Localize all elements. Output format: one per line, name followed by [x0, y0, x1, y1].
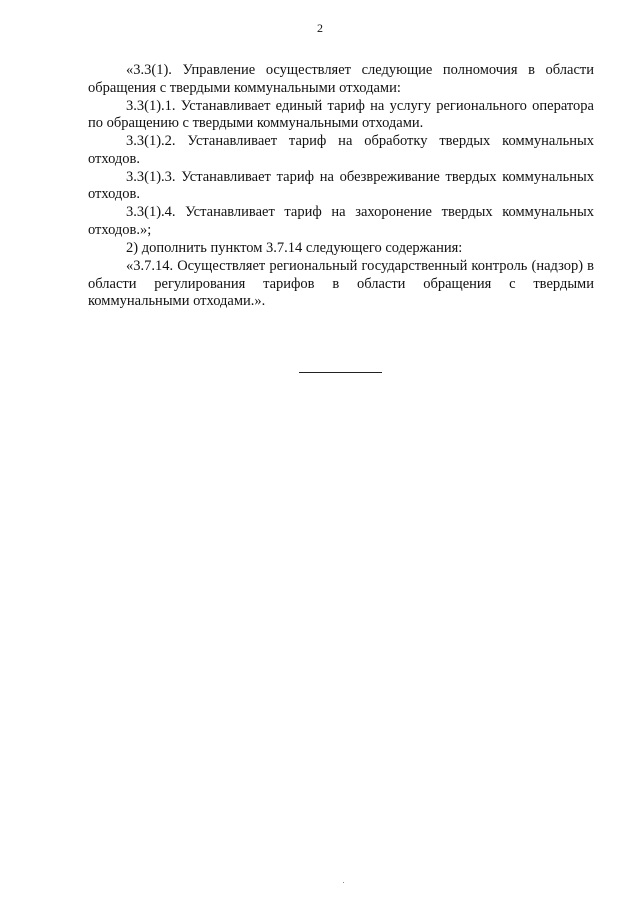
paragraph-3-7-14: «3.7.14. Осуществляет региональный государственный контроль (надзор) в области регулирования тарифов в области обращения с твердыми коммунальными отходами.». [88, 258, 594, 310]
page-number: 2 [317, 21, 323, 35]
end-separator-line [299, 372, 382, 373]
scan-speck [343, 882, 344, 883]
paragraph-3-3-1-2: 3.3(1).2. Устанавливает тариф на обработку твердых коммунальных отходов. [88, 133, 594, 167]
document-body [88, 62, 594, 311]
paragraph-3-3-1: «3.3(1). Управление осуществляет следующие полномочия в области обращения с твердыми коммунальными отходами: [88, 62, 594, 96]
paragraph-amendment-2: 2) дополнить пунктом 3.7.14 следующего содержания: [126, 239, 463, 256]
paragraph-3-3-1-4: 3.3(1).4. Устанавливает тариф на захоронение твердых коммунальных отходов.»; [88, 204, 594, 238]
paragraph-3-3-1-1: 3.3(1).1. Устанавливает единый тариф на услугу регионального оператора по обращению с твердыми коммунальными отходами. [88, 97, 594, 132]
paragraph-3-3-1-3: 3.3(1).3. Устанавливает тариф на обезвреживание твердых коммунальных отходов. [88, 168, 594, 203]
